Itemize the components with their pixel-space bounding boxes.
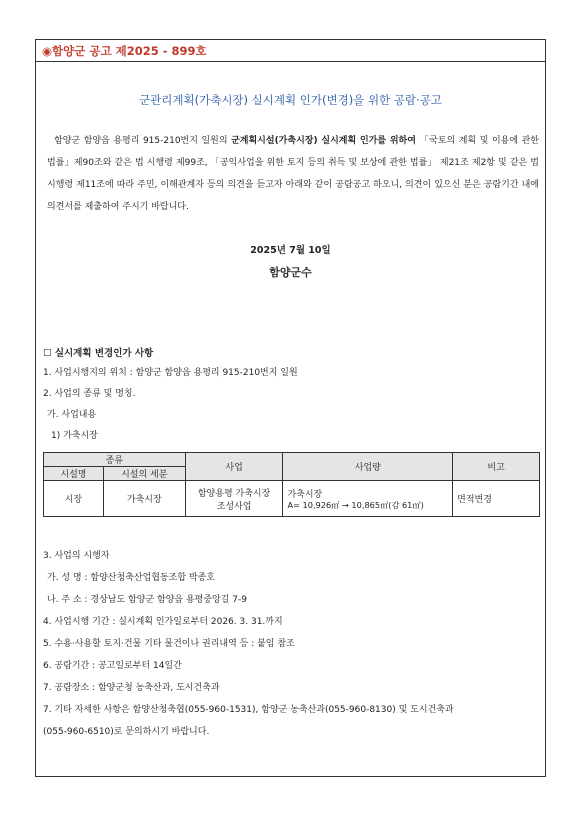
intro-bold: 군계획시설(가축시장) 실시계획 인가를 위하여 — [231, 136, 416, 146]
cell-amount — [283, 481, 453, 517]
cell-project-line2: 조성사업 — [216, 501, 252, 512]
intro-paragraph — [47, 130, 539, 218]
intro-part2: 「국토의 계획 및 이용에 관한 법률」제90조와 같은 법 시행령 제99조, 「공익사업을 위한 토지 등의 취득 및 보상에 관한 법률」 제21조 제2항 및 같은 법 시행령 제11조에 따라 주민, 이해관계자 등의 의견을 듣고자 아래와 같이 공람공고 하오니, 의견이 있으신 분은 공람기간 내에 의견서를 제출하여 주시기 바랍니다. — [47, 136, 539, 212]
header-note: 비고 — [453, 453, 540, 481]
header-kind: 종류 — [44, 453, 186, 467]
notice-header — [36, 40, 545, 62]
notice-frame — [35, 39, 546, 777]
header-amount: 사업량 — [283, 453, 453, 481]
intro-part1: 함양군 함양읍 용평리 915-210번지 일원의 — [54, 136, 232, 146]
notice-number: ◉함양군 공고 제2025 - 899호 — [42, 44, 207, 58]
list-item: (055-960-6510)로 문의하시기 바랍니다. — [43, 727, 210, 737]
list-item: 3. 사업의 시행자 — [43, 551, 110, 561]
cell-project-line1: 함양용평 가축시장 — [197, 488, 271, 499]
list-item: 5. 수용·사용할 토지·건물 기타 물건이나 권리내역 등 : 붙임 참조 — [43, 639, 295, 649]
header-project: 사업 — [185, 453, 283, 481]
header-facility: 시설명 — [44, 467, 104, 481]
list-item: 1. 사업시행지의 위치 : 함양군 함양읍 용평리 915-210번지 일원 — [43, 368, 298, 378]
list-item: 2. 사업의 종류 및 명칭. — [43, 389, 136, 399]
list-item: 4. 사업시행 기간 : 실시계획 인가일로부터 2026. 3. 31.까지 — [43, 617, 283, 627]
cell-project — [185, 481, 283, 517]
cell-amount-line1: 가축시장 — [287, 489, 323, 500]
notice-title: 군관리계획(가축시장) 실시계획 인가(변경)을 위한 공람·공고 — [139, 93, 442, 107]
cell-detail: 가축시장 — [103, 481, 185, 517]
table-row — [44, 481, 540, 517]
issuer: 함양군수 — [269, 266, 312, 279]
project-table — [43, 452, 540, 517]
cell-facility: 시장 — [44, 481, 104, 517]
list-item: 나. 주 소 : 경상남도 함양군 함양읍 용평중앙길 7-9 — [47, 595, 247, 605]
list-item: 가. 성 명 : 함양산청축산업협동조합 박종호 — [47, 573, 215, 583]
section-title: ☐ 실시계획 변경인가 사항 — [43, 348, 154, 359]
cell-amount-line2: A= 10,926㎡ → 10,865㎡(감 61㎡) — [287, 499, 424, 510]
list-item: 1) 가축시장 — [51, 431, 98, 441]
list-item: 6. 공람기간 : 공고일로부터 14일간 — [43, 661, 182, 671]
notice-date: 2025년 7월 10일 — [250, 245, 331, 256]
cell-note: 면적변경 — [453, 481, 540, 517]
list-item: 가. 사업내용 — [47, 410, 97, 420]
header-detail: 시설의 세분 — [103, 467, 185, 481]
list-item: 7. 기타 자세한 사항은 함양산청축협(055-960-1531), 함양군 농축산과(055-960-8130) 및 도시건축과 — [43, 705, 454, 715]
list-item: 7. 공람장소 : 함양군청 농축산과, 도시건축과 — [43, 683, 220, 693]
